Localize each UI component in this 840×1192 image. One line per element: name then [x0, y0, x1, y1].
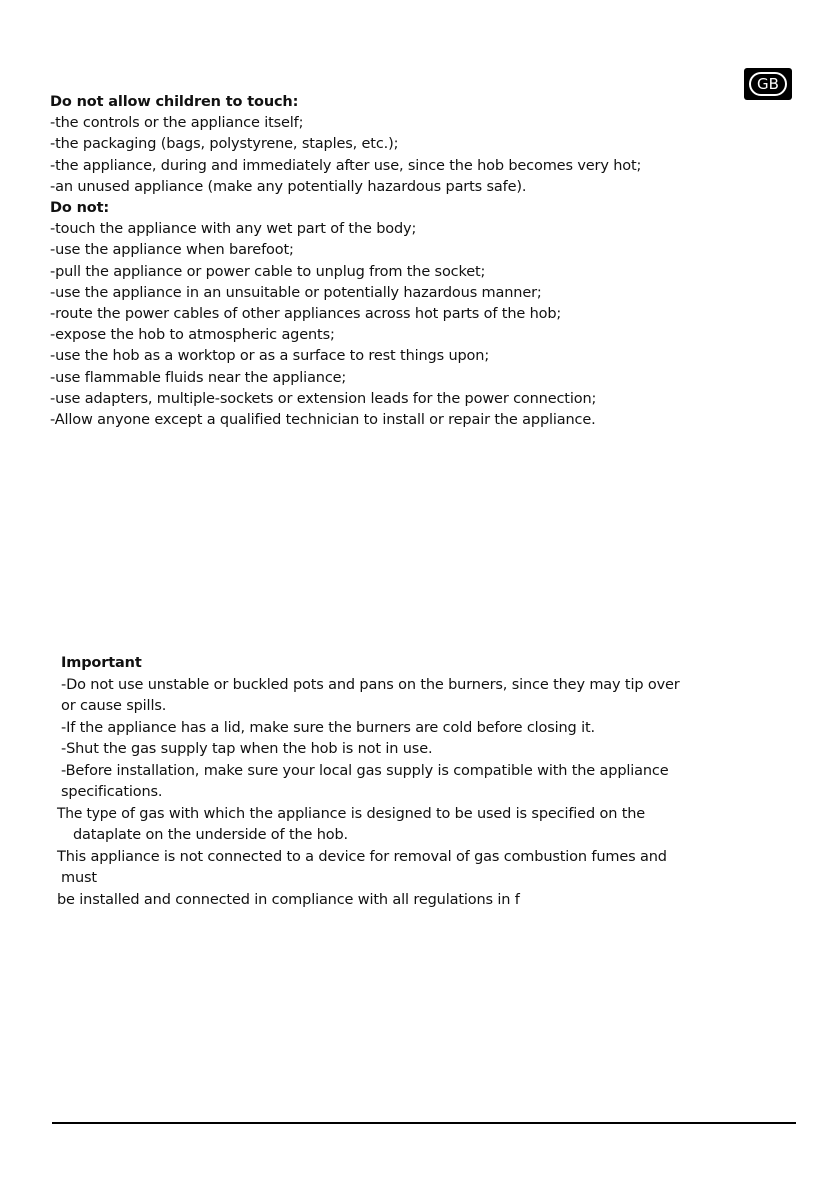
- fumes-line: This appliance is not connected to a device for removal of gas combustion fumes and: [57, 848, 667, 865]
- important-line: -Do not use unstable or buckled pots and pans on the burners, since they may tip over: [61, 676, 680, 693]
- do-not-item: -use adapters, multiple-sockets or extension leads for the power connection;: [50, 390, 597, 407]
- do-not-item: -use flammable fluids near the appliance;: [50, 369, 347, 386]
- important-line: or cause spills.: [61, 698, 167, 714]
- fumes-line: be installed and connected in compliance with all regulations in f: [57, 891, 520, 908]
- do-not-item: -use the appliance when barefoot;: [50, 242, 294, 259]
- gas-type-line: [57, 804, 831, 826]
- language-badge-label: GB: [749, 72, 787, 96]
- do-not-item: -Allow anyone except a qualified technician to install or repair the appliance.: [50, 412, 596, 429]
- do-not-item: -expose the hob to atmospheric agents;: [50, 327, 335, 344]
- dataplate-line: dataplate on the underside of the hob.: [73, 827, 349, 843]
- important-line: -Shut the gas supply tap when the hob is not in use.: [61, 741, 433, 757]
- do-not-item: -use the appliance in an unsuitable or potentially hazardous manner;: [50, 284, 542, 301]
- do-not-item: -use the hob as a worktop or as a surface to rest things upon;: [50, 348, 490, 365]
- do-not-item: -route the power cables of other appliances across hot parts of the hob;: [50, 306, 562, 323]
- important-line: -If the appliance has a lid, make sure the burners are cold before closing it.: [61, 719, 595, 736]
- gas-type-rest: of gas with which the appliance is designed to be used is specified on the: [116, 805, 646, 822]
- important-heading: Important: [61, 655, 142, 671]
- do-not-heading: Do not:: [50, 200, 110, 217]
- children-item: -an unused appliance (make any potentially hazardous parts safe).: [50, 178, 527, 195]
- do-not-item: -pull the appliance or power cable to unplug from the socket;: [50, 263, 486, 280]
- important-line: specifications.: [61, 784, 163, 800]
- footer-rule: [52, 1122, 796, 1124]
- children-item: -the packaging (bags, polystyrene, staples, etc.);: [50, 136, 399, 153]
- safety-warnings-section: [50, 92, 820, 431]
- fumes-line: must: [61, 870, 97, 886]
- do-not-item: -touch the appliance with any wet part of the body;: [50, 221, 417, 238]
- important-line: -Before installation, make sure your local gas supply is compatible with the appliance: [61, 762, 669, 779]
- important-section: [57, 653, 831, 911]
- children-heading: Do not allow children to touch:: [50, 94, 299, 110]
- children-item: -the appliance, during and immediately after use, since the hob becomes very hot;: [50, 157, 642, 174]
- gas-type-prefix: The type: [57, 805, 117, 822]
- children-item: -the controls or the appliance itself;: [50, 115, 304, 132]
